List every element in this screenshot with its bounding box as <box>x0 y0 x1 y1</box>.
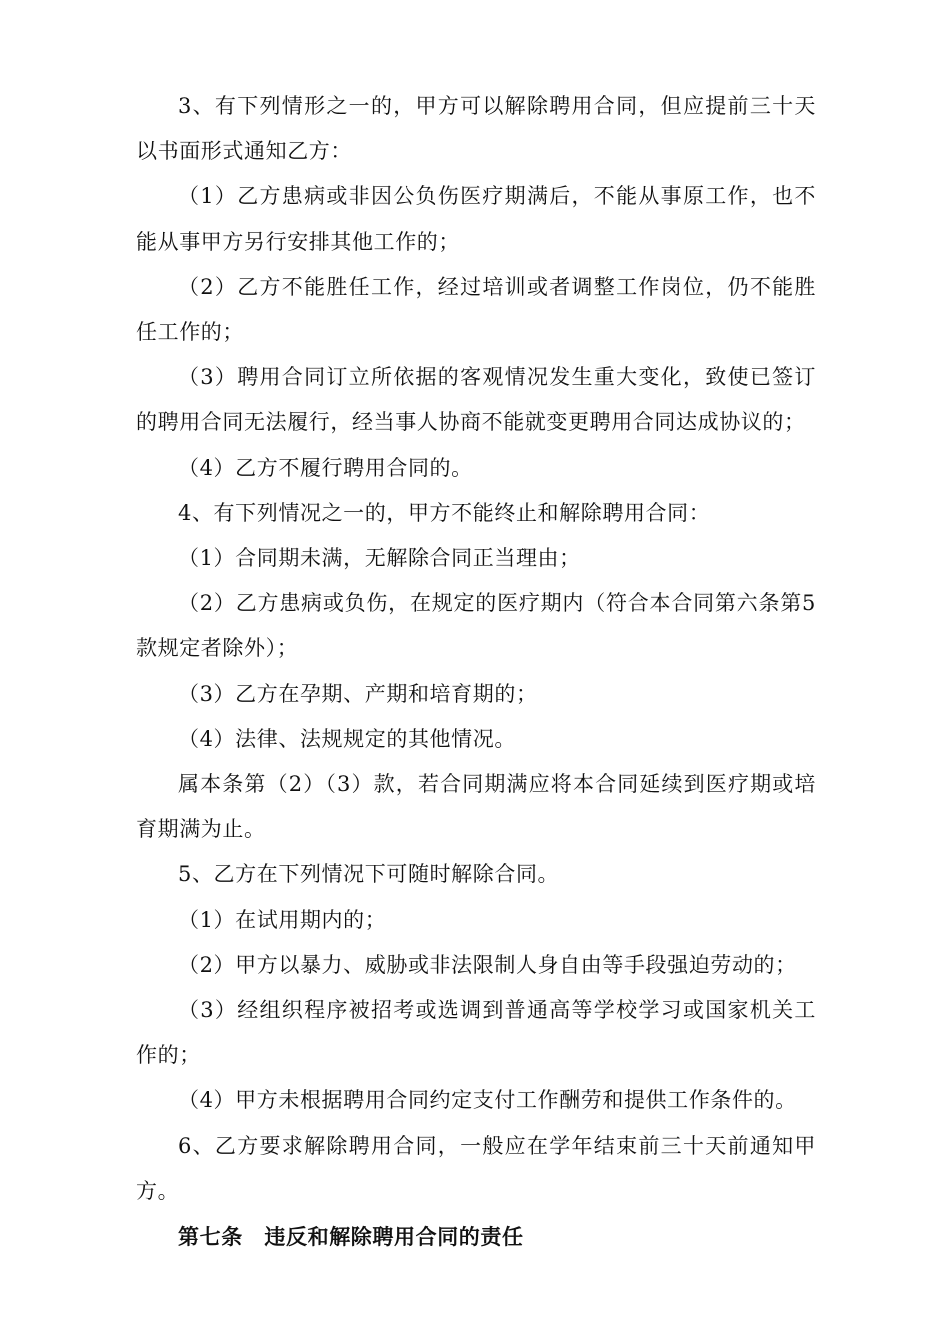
clause-6: 6、乙方要求解除聘用合同，一般应在学年结束前三十天前通知甲方。 <box>136 1133 816 1203</box>
clause-3-intro: 3、有下列情形之一的，甲方可以解除聘用合同，但应提前三十天以书面形式通知乙方： <box>136 94 816 164</box>
clause-5-item-3: （3）经组织程序被招考或选调到普通高等学校学习或国家机关工作的； <box>136 998 816 1068</box>
clause-5-item-4: （4）甲方未根据聘用合同约定支付工作酬劳和提供工作条件的。 <box>178 1088 797 1113</box>
clause-5-item-1: （1）在试用期内的； <box>178 907 387 932</box>
clause-3-item-1: （1）乙方患病或非因公负伤医疗期满后，不能从事原工作，也不能从事甲方另行安排其他工作的； <box>136 184 816 254</box>
clause-4-item-1: （1）合同期未满，无解除合同正当理由； <box>178 546 581 571</box>
document-body <box>136 84 816 1259</box>
clause-3-item-2: （2）乙方不能胜任工作，经过培训或者调整工作岗位，仍不能胜任工作的； <box>136 274 816 345</box>
clause-4-intro: 4、有下列情况之一的，甲方不能终止和解除聘用合同： <box>178 500 711 525</box>
clause-3-item-3: （3）聘用合同订立所依据的客观情况发生重大变化，致使已签订的聘用合同无法履行，经当事人协商不能就变更聘用合同达成协议的； <box>136 365 816 435</box>
clause-4-item-4: （4）法律、法规规定的其他情况。 <box>178 726 516 751</box>
clause-4-item-2: （2）乙方患病或负伤，在规定的医疗期内（符合本合同第六条第5款规定者除外）； <box>136 591 816 661</box>
clause-3-item-4: （4）乙方不履行聘用合同的。 <box>178 455 473 480</box>
clause-4-note: 属本条第（2）（3）款，若合同期满应将本合同延续到医疗期或培育期满为止。 <box>136 772 816 842</box>
clause-5-item-2: （2）甲方以暴力、威胁或非法限制人身自由等手段强迫劳动的； <box>178 952 797 977</box>
section-heading: 第七条 违反和解除聘用合同的责任 <box>178 1224 524 1250</box>
clause-4-item-3: （3）乙方在孕期、产期和培育期的； <box>178 681 538 706</box>
clause-5-intro: 5、乙方在下列情况下可随时解除合同。 <box>178 862 560 887</box>
